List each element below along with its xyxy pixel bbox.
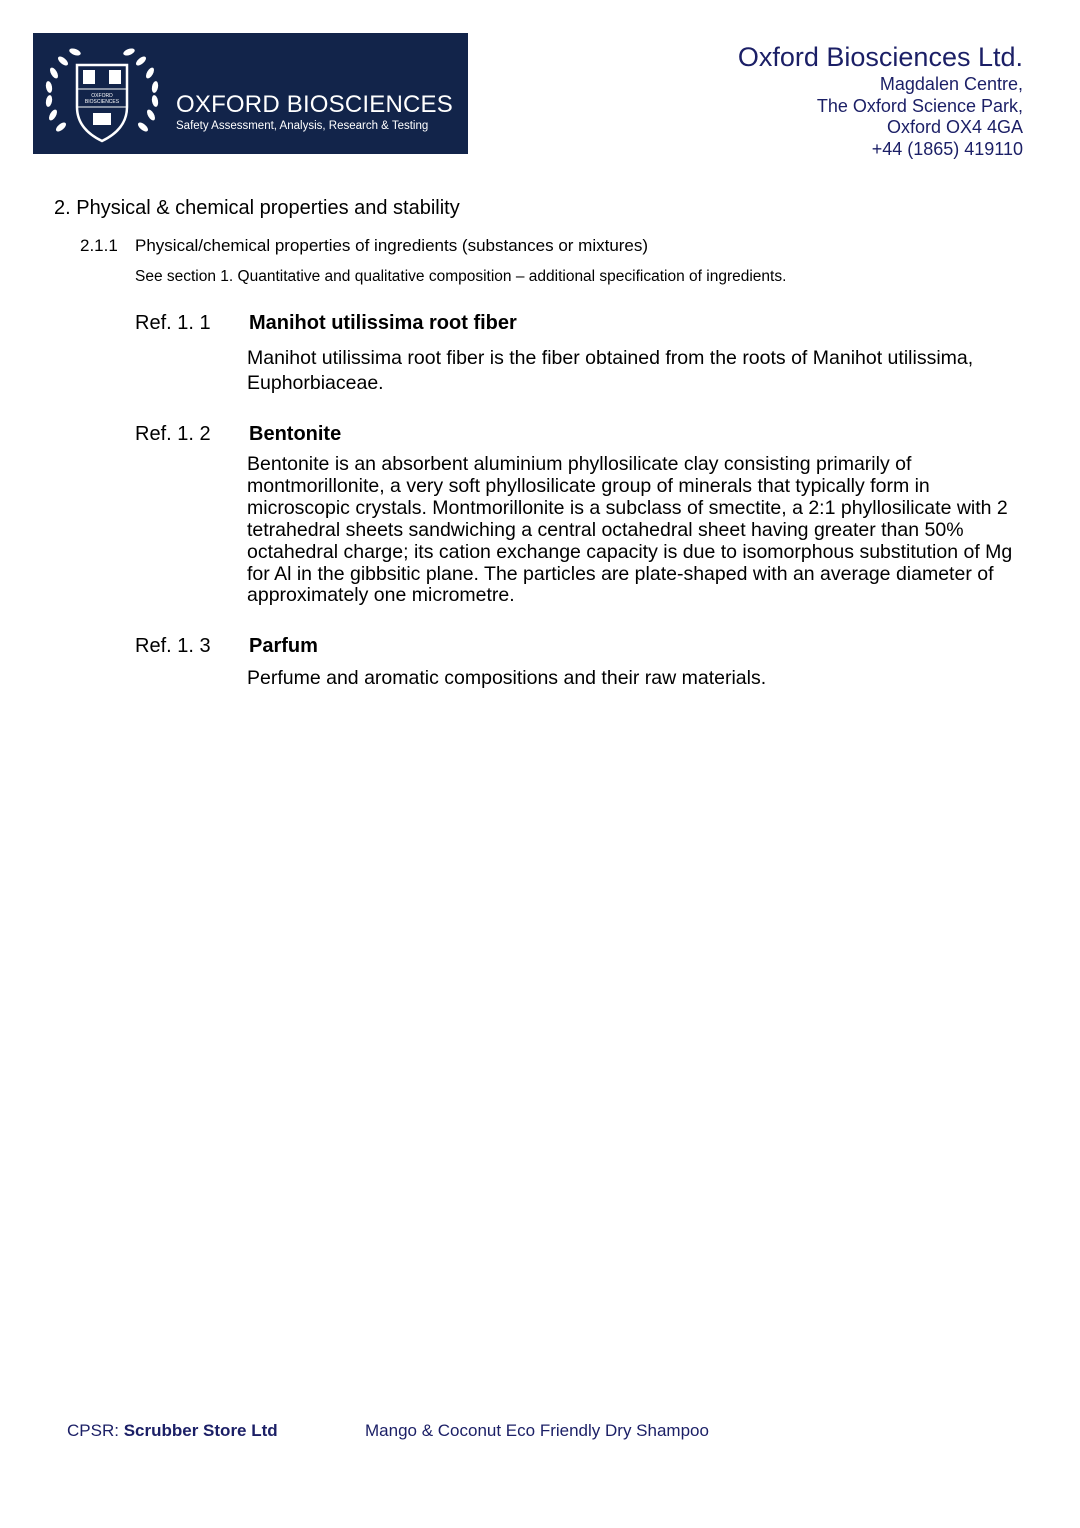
footer-cpsr [67, 1421, 278, 1441]
ingredient-ref: Ref. 1. 3 [135, 635, 211, 657]
ingredient-title: Parfum [249, 635, 318, 657]
footer-cpsr-label: CPSR: [67, 1421, 119, 1440]
section-title: 2. Physical & chemical properties and stability [54, 197, 460, 219]
ingredient-description: Perfume and aromatic compositions and their raw materials. [247, 667, 767, 689]
emblem-text-line-1: OXFORD [91, 93, 113, 99]
ingredient-title: Manihot utilissima root fiber [249, 312, 517, 334]
company-name: Oxford Biosciences Ltd. [737, 42, 1023, 72]
emblem-text-line-2: BIOSCIENCES [84, 99, 120, 105]
section-note: See section 1. Quantitative and qualitative composition – additional specification of ingredients. [135, 268, 787, 285]
subsection-title: Physical/chemical properties of ingredients (substances or mixtures) [135, 236, 649, 255]
ingredient-ref: Ref. 1. 1 [135, 312, 211, 334]
company-address-block [738, 40, 1023, 160]
ingredient-title: Bentonite [249, 423, 342, 445]
logo-tagline: Safety Assessment, Analysis, Research & Testing [176, 120, 429, 132]
ingredient-description: Bentonite is an absorbent aluminium phyllosilicate clay consisting primarily of montmorillonite, a very soft phyllosilicate group of minerals that typically form in microscopic crystals. Montmorillonite is a subclass of smectite, a 2:1 phyllosilicate with 2 tetrahedral sheets sandwiching a central octahedral sheet having greater than 50% octahedral charge; its cation exchange capacity is due to isomorphous substitution of Mg for Al in the gibbsitic plane. The particles are plate-shaped with an average diameter of approximately one micrometre. [247, 453, 1013, 607]
address-line-3: Oxford OX4 4GA [886, 117, 1023, 137]
address-line-1: Magdalen Centre, [879, 74, 1023, 94]
address-line-2: The Oxford Science Park, [816, 95, 1023, 116]
phone-number: +44 (1865) 419110 [871, 138, 1023, 159]
logo-name: OXFORD BIOSCIENCES [176, 91, 453, 118]
ingredient-description: Manihot utilissima root fiber is the fiber obtained from the roots of Manihot utilissima, Euphorbiaceae. [247, 347, 974, 394]
subsection-number: 2.1.1 [80, 236, 118, 255]
company-logo [33, 33, 468, 154]
laurel-emblem-icon [37, 37, 167, 150]
ingredient-ref: Ref. 1. 2 [135, 423, 211, 445]
footer-product-name: Mango & Coconut Eco Friendly Dry Shampoo [365, 1421, 709, 1440]
footer-client-name: Scrubber Store Ltd [123, 1421, 278, 1440]
